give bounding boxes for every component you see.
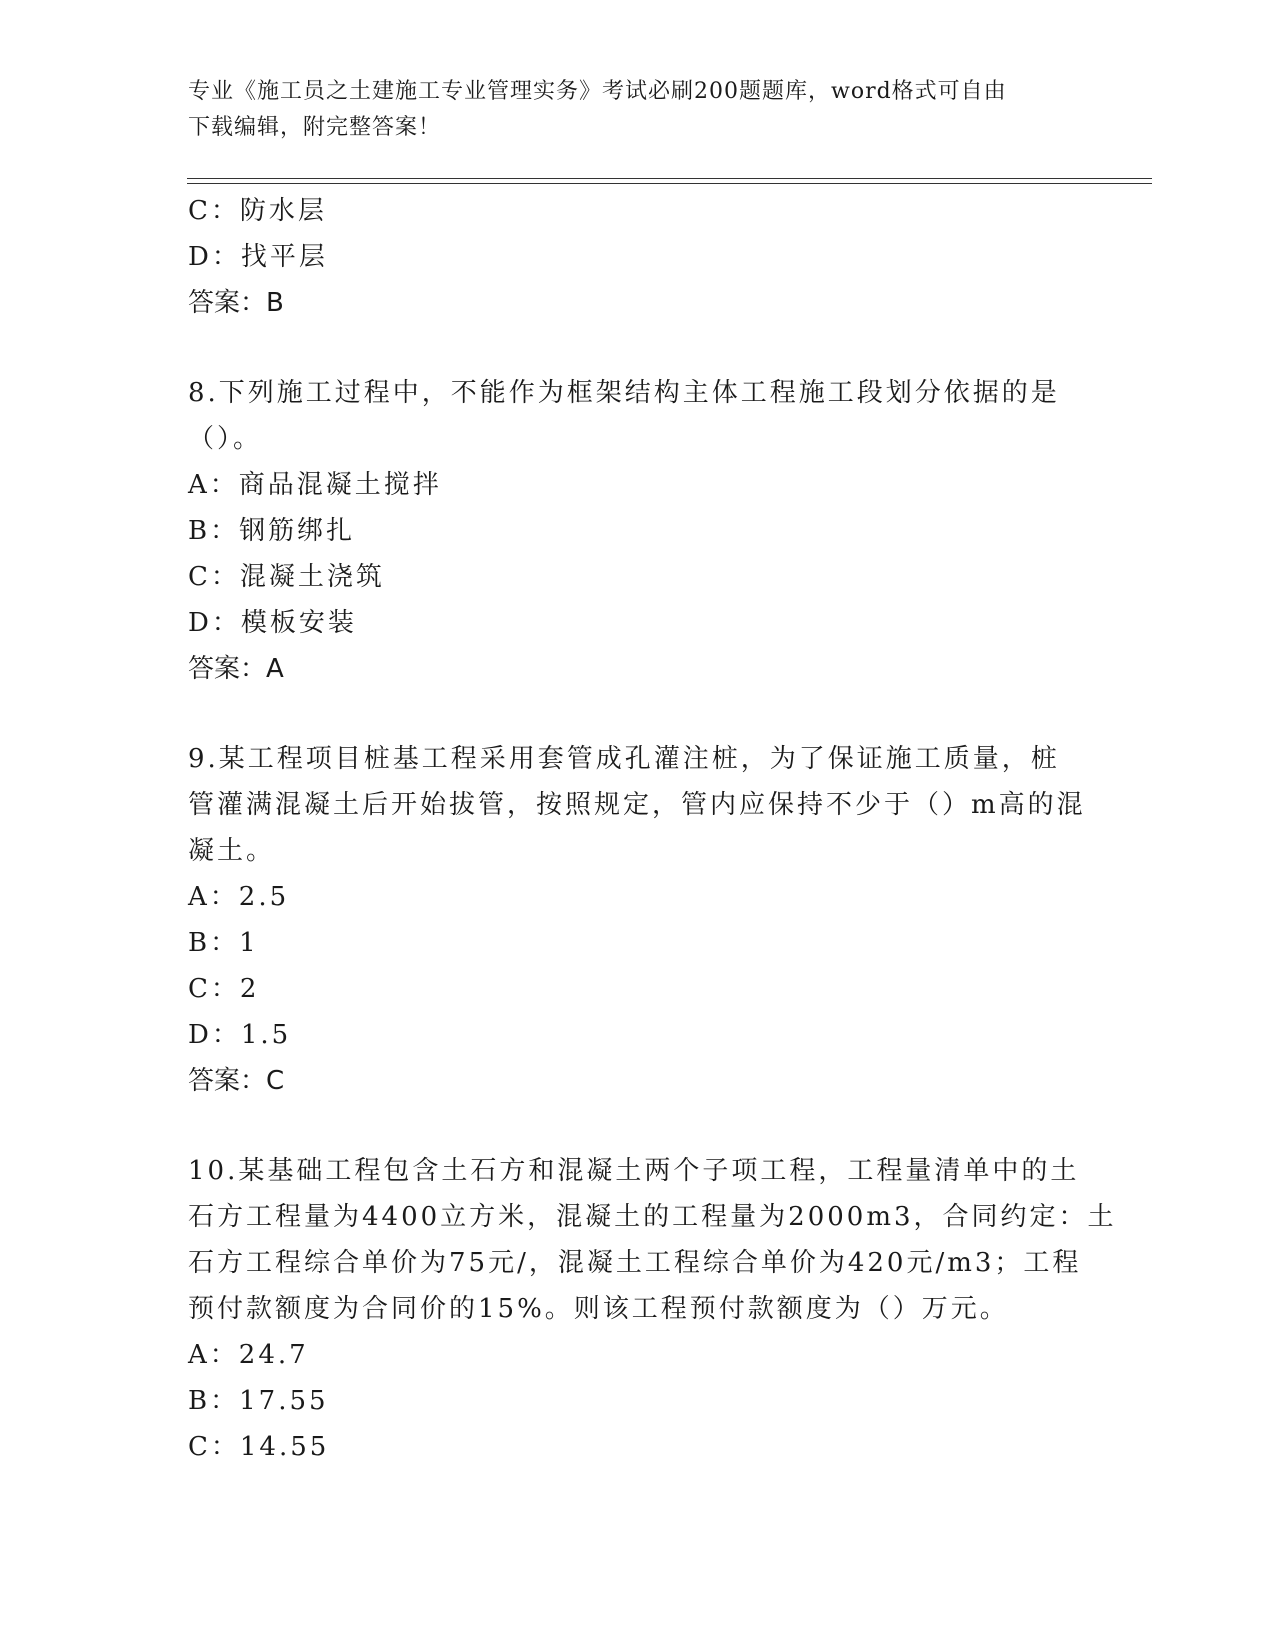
header-divider-bottom (187, 183, 1152, 184)
header-line-1: 专业《施工员之土建施工专业管理实务》考试必刷200题题库，word格式可自由 (188, 79, 1007, 104)
question-stem-line: 凝土。 (188, 836, 276, 866)
question-stem-line: 石方工程量为4400立方米，混凝土的工程量为2000m3，合同约定：土 (188, 1202, 1117, 1232)
option-a: A：2.5 (188, 882, 290, 912)
answer-line: 答案：B (188, 288, 284, 318)
option-b: B：17.55 (188, 1386, 329, 1416)
question-stem-line: 管灌满混凝土后开始拔管，按照规定，管内应保持不少于（）m高的混 (188, 790, 1086, 820)
question-stem-line: 石方工程综合单价为75元/，混凝土工程综合单价为420元/m3；工程 (188, 1248, 1082, 1278)
question-stem-line: 10.某基础工程包含土石方和混凝土两个子项工程，工程量清单中的土 (188, 1156, 1080, 1186)
header-line-2: 下载编辑，附完整答案！ (188, 115, 442, 140)
answer-line: 答案：C (188, 1066, 285, 1096)
option-b: B：1 (188, 928, 259, 958)
question-stem-line: 预付款额度为合同价的15%。则该工程预付款额度为（）万元。 (188, 1294, 1009, 1324)
option-d: D：找平层 (188, 242, 328, 272)
header-divider-top (187, 178, 1152, 179)
option-b: B：钢筋绑扎 (188, 516, 356, 546)
option-c: C：14.55 (188, 1432, 330, 1462)
answer-line: 答案：A (188, 654, 284, 684)
question-8 (188, 370, 1088, 692)
option-a: A：24.7 (188, 1340, 309, 1370)
question-stem-line: 9.某工程项目桩基工程采用套管成孔灌注桩，为了保证施工质量，桩 (188, 744, 1060, 774)
option-c: C：防水层 (188, 196, 327, 226)
option-a: A：商品混凝土搅拌 (188, 470, 442, 500)
question-stem-line: 8.下列施工过程中，不能作为框架结构主体工程施工段划分依据的是 (188, 378, 1060, 408)
question-9 (188, 736, 1088, 1104)
question-list (188, 188, 1117, 1470)
option-d: D：1.5 (188, 1020, 292, 1050)
question-10 (188, 1148, 1117, 1470)
document-header (188, 74, 1068, 146)
question-stem-line: （）。 (188, 424, 263, 454)
option-c: C：混凝土浇筑 (188, 562, 385, 592)
question-7-continued (188, 188, 1088, 326)
option-c: C：2 (188, 974, 260, 1004)
option-d: D：模板安装 (188, 608, 357, 638)
